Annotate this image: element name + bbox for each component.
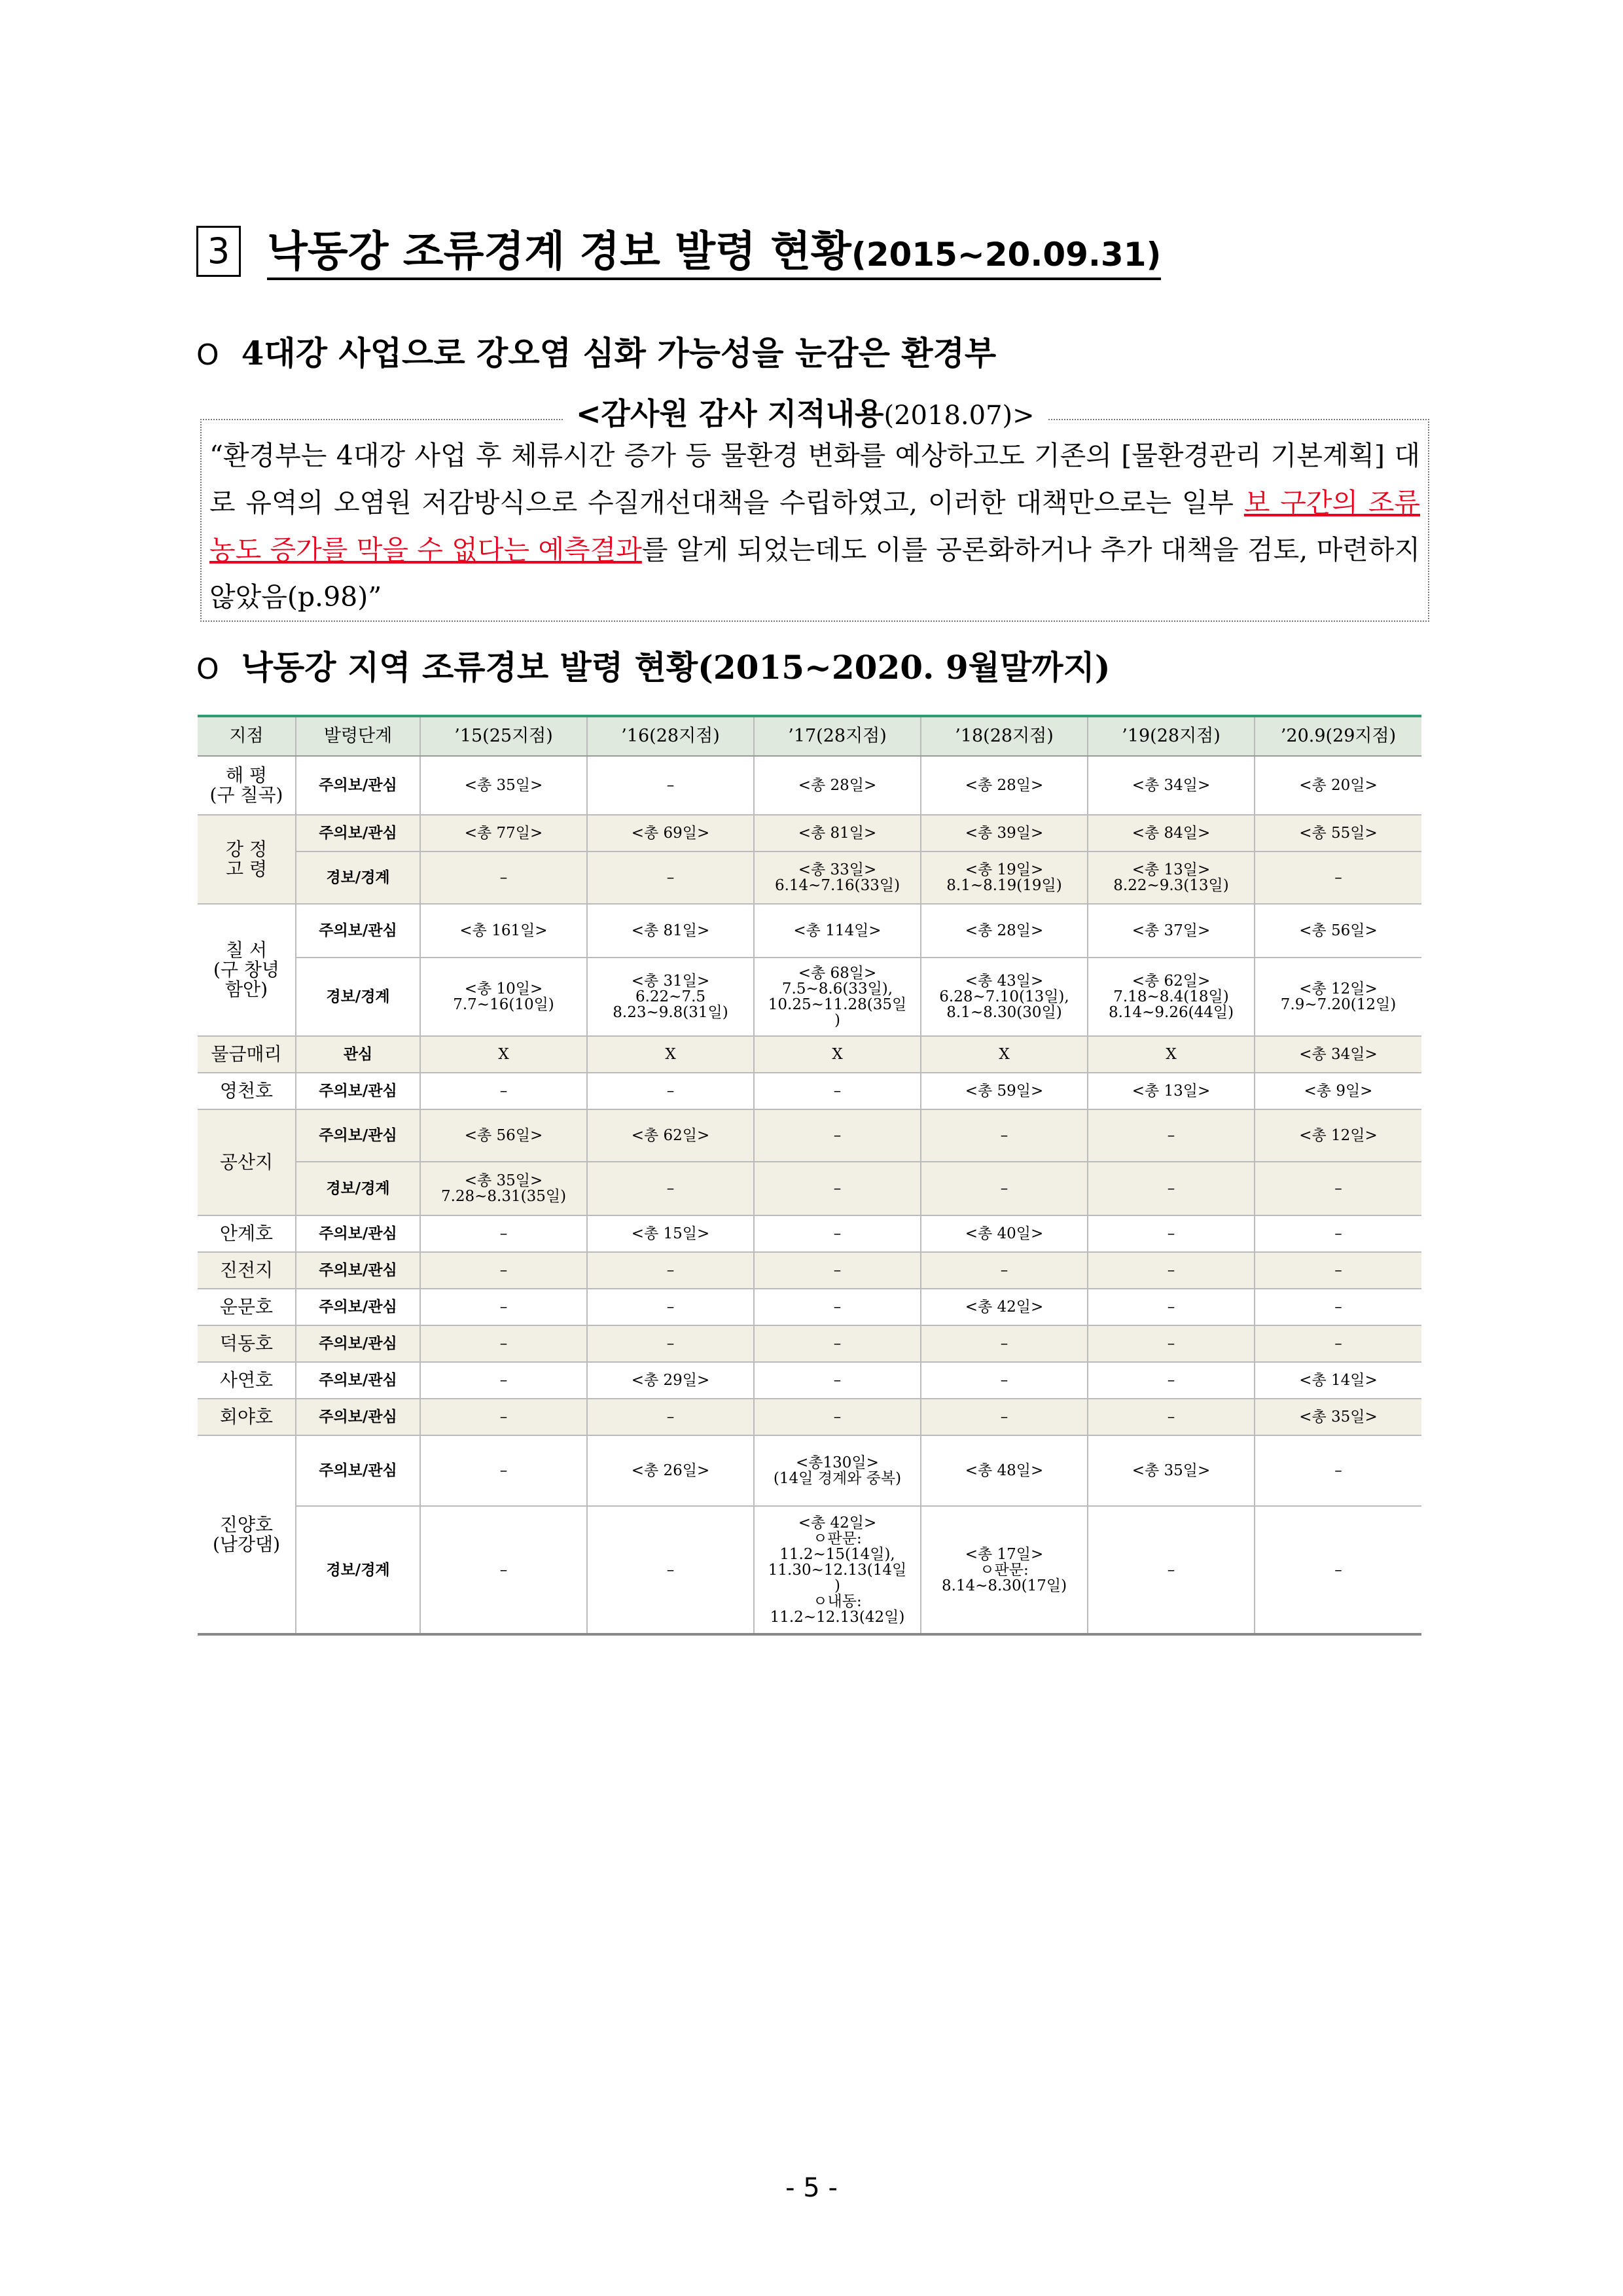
table-body [198, 756, 1421, 1634]
data-cell: – [754, 1289, 921, 1325]
data-cell: – [1088, 1215, 1255, 1252]
audit-quote-date: (2018.07)> [883, 401, 1035, 431]
data-cell: <총 114일> [754, 904, 921, 958]
data-cell: – [921, 1252, 1088, 1289]
data-cell: <총 161일> [420, 904, 587, 958]
data-cell: – [587, 756, 754, 815]
data-cell: <총 69일> [587, 815, 754, 852]
data-cell: – [587, 1252, 754, 1289]
data-cell: – [587, 1289, 754, 1325]
data-cell: – [921, 1362, 1088, 1399]
data-cell: <총 35일> 7.28~8.31(35일) [420, 1162, 587, 1215]
table-row [198, 852, 1421, 904]
data-cell: <총 26일> [587, 1435, 754, 1506]
data-cell: – [1088, 1289, 1255, 1325]
data-cell: <총 81일> [587, 904, 754, 958]
data-cell: – [1255, 852, 1421, 904]
data-cell: <총130일> (14일 경계와 중복) [754, 1435, 921, 1506]
data-cell: – [754, 1109, 921, 1162]
data-cell: – [1255, 1252, 1421, 1289]
table-row [198, 1362, 1421, 1399]
data-cell: <총 28일> [921, 756, 1088, 815]
table-row [198, 904, 1421, 958]
table-row [198, 815, 1421, 852]
audit-quote-text [209, 432, 1420, 620]
data-cell: – [1088, 1362, 1255, 1399]
column-header: 발령단계 [296, 716, 420, 756]
site-cell: 덕동호 [198, 1325, 296, 1362]
data-cell: – [587, 1325, 754, 1362]
column-header: ’20.9(29지점) [1255, 716, 1421, 756]
data-cell: <총 48일> [921, 1435, 1088, 1506]
data-cell: <총 68일> 7.5~8.6(33일), 10.25~11.28(35일 ) [754, 958, 921, 1036]
data-cell: <총 39일> [921, 815, 1088, 852]
stage-cell: 관심 [296, 1036, 420, 1073]
table-row [198, 1109, 1421, 1162]
algae-alert-table [198, 715, 1421, 1636]
data-cell: – [1255, 1289, 1421, 1325]
data-cell: <총 13일> [1088, 1073, 1255, 1109]
data-cell: <총 43일> 6.28~7.10(13일), 8.1~8.30(30일) [921, 958, 1088, 1036]
stage-cell: 주의보/관심 [296, 1362, 420, 1399]
stage-cell: 주의보/관심 [296, 1435, 420, 1506]
stage-cell: 경보/경계 [296, 852, 420, 904]
data-cell: <총 34일> [1255, 1036, 1421, 1073]
audit-quote-title [563, 390, 1048, 433]
bullet-heading-2 [196, 641, 1111, 689]
data-cell: <총 81일> [754, 815, 921, 852]
data-cell: – [1255, 1506, 1421, 1634]
section-title [196, 223, 1161, 284]
data-cell: <총 12일> [1255, 1109, 1421, 1162]
stage-cell: 주의보/관심 [296, 815, 420, 852]
quote-text-part: “환경부는 4대강 사업 후 체류시간 증가 등 물환경 변화를 예상하고도 기존의 [물환경관리 기본계획] 대로 유역의 오염원 저감방식으로 수질개선대책을 수립하였고, 이러한 대책만으로는 일부 [209, 440, 1420, 518]
data-cell: <총 55일> [1255, 815, 1421, 852]
quote-highlight: 보 구간의 조류농도 증가를 막을 수 없다는 예측결과 [209, 487, 1420, 565]
site-cell: 해 평 (구 칠곡) [198, 756, 296, 815]
data-cell: – [1088, 1325, 1255, 1362]
column-header: ’18(28지점) [921, 716, 1088, 756]
site-cell: 강 정 고 령 [198, 815, 296, 904]
site-cell: 진양호 (남강댐) [198, 1435, 296, 1634]
data-cell: – [1088, 1162, 1255, 1215]
stage-cell: 경보/경계 [296, 1162, 420, 1215]
bullet-heading-1 [196, 327, 996, 374]
section-title-text [267, 228, 1161, 280]
data-cell: <총 31일> 6.22~7.5 8.23~9.8(31일) [587, 958, 754, 1036]
column-header: ’15(25지점) [420, 716, 587, 756]
data-cell: X [921, 1036, 1088, 1073]
data-cell: <총 33일> 6.14~7.16(33일) [754, 852, 921, 904]
data-cell: – [420, 852, 587, 904]
site-cell: 물금매리 [198, 1036, 296, 1073]
table-row [198, 1073, 1421, 1109]
page-number: - 5 - [785, 2173, 838, 2203]
data-cell: – [587, 1073, 754, 1109]
stage-cell: 주의보/관심 [296, 1109, 420, 1162]
site-cell: 영천호 [198, 1073, 296, 1109]
table-row [198, 1506, 1421, 1634]
data-cell: X [587, 1036, 754, 1073]
data-cell: <총 37일> [1088, 904, 1255, 958]
site-cell: 회야호 [198, 1399, 296, 1435]
data-cell: <총 28일> [754, 756, 921, 815]
data-cell: <총 19일> 8.1~8.19(19일) [921, 852, 1088, 904]
quote-text-part: 를 알게 되었는데도 이를 공론화하거나 추가 대책을 검토, 마련하지 않았음(p.98)” [209, 534, 1420, 613]
table-row [198, 958, 1421, 1036]
data-cell: – [921, 1109, 1088, 1162]
data-cell: <총 77일> [420, 815, 587, 852]
data-cell: – [420, 1362, 587, 1399]
column-header: ’19(28지점) [1088, 716, 1255, 756]
data-cell: – [420, 1435, 587, 1506]
data-cell: <총 10일> 7.7~16(10일) [420, 958, 587, 1036]
section-number: 3 [196, 226, 241, 277]
data-cell: – [420, 1289, 587, 1325]
bullet-mark: O [196, 338, 219, 372]
data-cell: – [587, 852, 754, 904]
data-cell: <총 42일> [921, 1289, 1088, 1325]
data-cell: X [754, 1036, 921, 1073]
data-cell: – [921, 1162, 1088, 1215]
table-row [198, 1162, 1421, 1215]
table-row [198, 1435, 1421, 1506]
stage-cell: 주의보/관심 [296, 904, 420, 958]
data-cell: – [587, 1399, 754, 1435]
data-cell: – [420, 1252, 587, 1289]
table-row [198, 1036, 1421, 1073]
data-cell: – [754, 1215, 921, 1252]
site-cell: 사연호 [198, 1362, 296, 1399]
data-cell: <총 62일> 7.18~8.4(18일) 8.14~9.26(44일) [1088, 958, 1255, 1036]
data-cell: – [1255, 1162, 1421, 1215]
table-row [198, 1399, 1421, 1435]
data-cell: <총 14일> [1255, 1362, 1421, 1399]
data-cell: X [1088, 1036, 1255, 1073]
data-cell: – [1088, 1399, 1255, 1435]
stage-cell: 주의보/관심 [296, 1215, 420, 1252]
bullet-mark: O [196, 653, 219, 686]
table-row [198, 756, 1421, 815]
data-cell: – [420, 1215, 587, 1252]
data-cell: <총 35일> [1088, 1435, 1255, 1506]
data-cell: – [420, 1506, 587, 1634]
data-cell: <총 29일> [587, 1362, 754, 1399]
data-cell: <총 15일> [587, 1215, 754, 1252]
data-cell: – [754, 1252, 921, 1289]
data-cell: <총 28일> [921, 904, 1088, 958]
data-cell: <총 12일> 7.9~7.20(12일) [1255, 958, 1421, 1036]
data-cell: – [1088, 1252, 1255, 1289]
data-cell: – [1255, 1215, 1421, 1252]
data-cell: – [754, 1325, 921, 1362]
data-cell: <총 84일> [1088, 815, 1255, 852]
data-cell: <총 35일> [420, 756, 587, 815]
data-cell: – [1255, 1325, 1421, 1362]
column-header: ’16(28지점) [587, 716, 754, 756]
stage-cell: 주의보/관심 [296, 1252, 420, 1289]
table-row [198, 1215, 1421, 1252]
table-row [198, 1325, 1421, 1362]
data-cell: – [1088, 1109, 1255, 1162]
data-cell: <총 34일> [1088, 756, 1255, 815]
data-cell: – [1088, 1506, 1255, 1634]
data-cell: <총 59일> [921, 1073, 1088, 1109]
site-cell: 칠 서 (구 창녕 함안) [198, 904, 296, 1036]
data-cell: – [754, 1162, 921, 1215]
stage-cell: 주의보/관심 [296, 1325, 420, 1362]
table-row [198, 1252, 1421, 1289]
data-cell: <총 9일> [1255, 1073, 1421, 1109]
stage-cell: 주의보/관심 [296, 1289, 420, 1325]
data-cell: <총 42일> ㅇ판문: 11.2~15(14일), 11.30~12.13(14일 ) ㅇ내동: 11.2~12.13(42일) [754, 1506, 921, 1634]
data-cell: – [587, 1162, 754, 1215]
table-header-row [198, 716, 1421, 756]
stage-cell: 경보/경계 [296, 1506, 420, 1634]
data-cell: – [921, 1325, 1088, 1362]
data-cell: <총 17일> ㅇ판문: 8.14~8.30(17일) [921, 1506, 1088, 1634]
column-header: ’17(28지점) [754, 716, 921, 756]
table-row [198, 1289, 1421, 1325]
column-header: 지점 [198, 716, 296, 756]
data-cell: <총 13일> 8.22~9.3(13일) [1088, 852, 1255, 904]
stage-cell: 주의보/관심 [296, 1073, 420, 1109]
data-cell: – [754, 1399, 921, 1435]
data-cell: <총 56일> [420, 1109, 587, 1162]
data-cell: – [587, 1506, 754, 1634]
data-cell: <총 35일> [1255, 1399, 1421, 1435]
data-cell: – [754, 1362, 921, 1399]
site-cell: 안계호 [198, 1215, 296, 1252]
data-cell: – [754, 1073, 921, 1109]
bullet-text: 4대강 사업으로 강오염 심화 가능성을 눈감은 환경부 [241, 334, 997, 372]
data-cell: <총 62일> [587, 1109, 754, 1162]
data-cell: – [1255, 1435, 1421, 1506]
data-cell: – [420, 1073, 587, 1109]
data-cell: – [921, 1399, 1088, 1435]
title-range: (2015~20.09.31) [851, 236, 1162, 274]
site-cell: 운문호 [198, 1289, 296, 1325]
bullet-text: 낙동강 지역 조류경보 발령 현황(2015~2020. 9월말까지) [241, 648, 1111, 687]
stage-cell: 경보/경계 [296, 958, 420, 1036]
data-cell: <총 20일> [1255, 756, 1421, 815]
title-main: 낙동강 조류경계 경보 발령 현황 [267, 228, 851, 276]
data-cell: – [420, 1399, 587, 1435]
data-cell: <총 40일> [921, 1215, 1088, 1252]
data-cell: <총 56일> [1255, 904, 1421, 958]
stage-cell: 주의보/관심 [296, 756, 420, 815]
data-cell: X [420, 1036, 587, 1073]
audit-quote-title-text: <감사원 감사 지적내용 [576, 396, 884, 431]
site-cell: 공산지 [198, 1109, 296, 1215]
data-cell: – [420, 1325, 587, 1362]
stage-cell: 주의보/관심 [296, 1399, 420, 1435]
site-cell: 진전지 [198, 1252, 296, 1289]
